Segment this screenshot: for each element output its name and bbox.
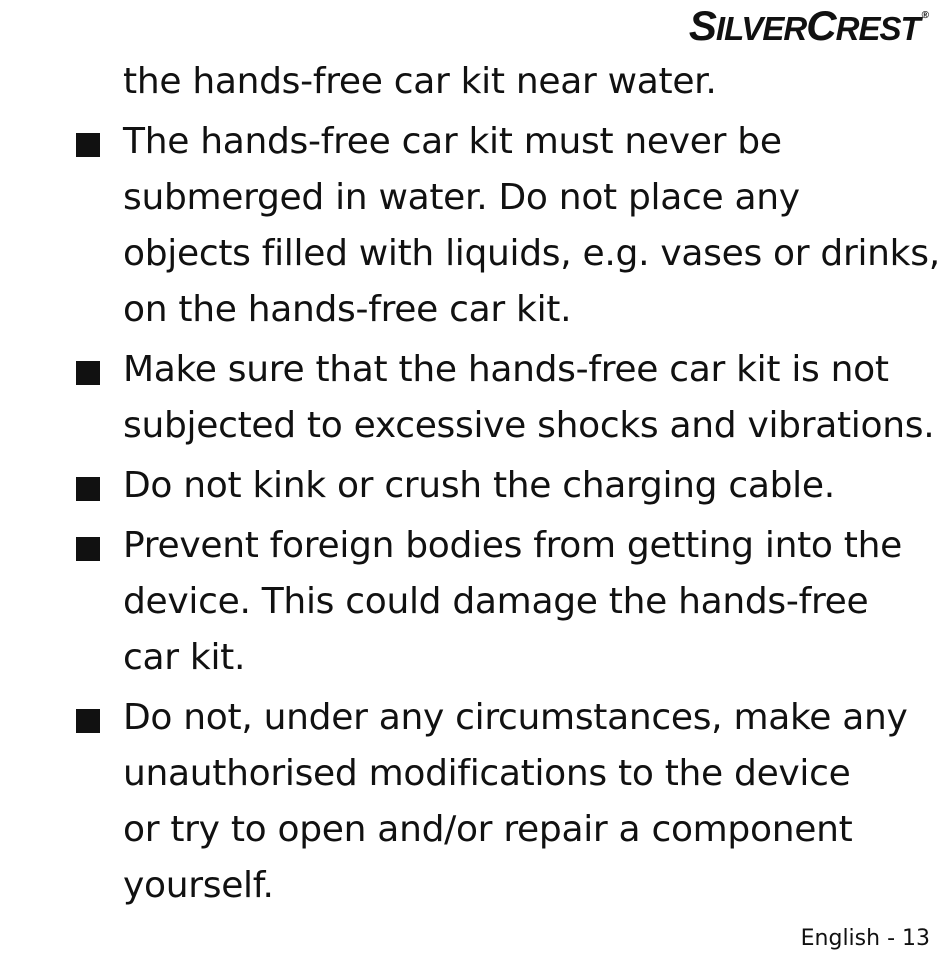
text-line: Make sure that the hands-free car kit is not — [123, 349, 889, 390]
text-line: the hands-free car kit near water. — [123, 61, 717, 102]
text-line: yourself. — [123, 865, 274, 906]
brand-text: ILVER — [715, 10, 807, 47]
brand-text: REST — [835, 10, 920, 47]
list-item — [0, 518, 950, 686]
text-line: Do not, under any circumstances, make any — [123, 697, 908, 738]
text-line: on the hands-free car kit. — [123, 289, 572, 330]
list-item — [0, 342, 950, 454]
list-item — [0, 458, 950, 514]
list-item — [0, 114, 950, 338]
text-line: device. This could damage the hands-free — [123, 581, 869, 622]
text-line: objects filled with liquids, e.g. vases or drinks, — [123, 233, 940, 274]
brand-initial: S — [688, 2, 716, 49]
safety-instructions — [0, 54, 950, 914]
list-item — [0, 690, 950, 914]
text-line: Do not kink or crush the charging cable. — [123, 465, 835, 506]
text-line: car kit. — [123, 637, 246, 678]
page-number: English - 13 — [800, 926, 930, 951]
brand-logo — [689, 2, 928, 50]
text-line: The hands-free car kit must never be — [123, 121, 782, 162]
registered-mark: ® — [921, 10, 928, 21]
text-line: submerged in water. Do not place any — [123, 177, 800, 218]
continued-text — [0, 54, 950, 110]
brand-initial: C — [806, 2, 836, 49]
text-line: subjected to excessive shocks and vibrations. — [123, 405, 935, 446]
text-line: Prevent foreign bodies from getting into the — [123, 525, 902, 566]
text-line: unauthorised modifications to the device — [123, 753, 851, 794]
text-line: or try to open and/or repair a component — [123, 809, 853, 850]
